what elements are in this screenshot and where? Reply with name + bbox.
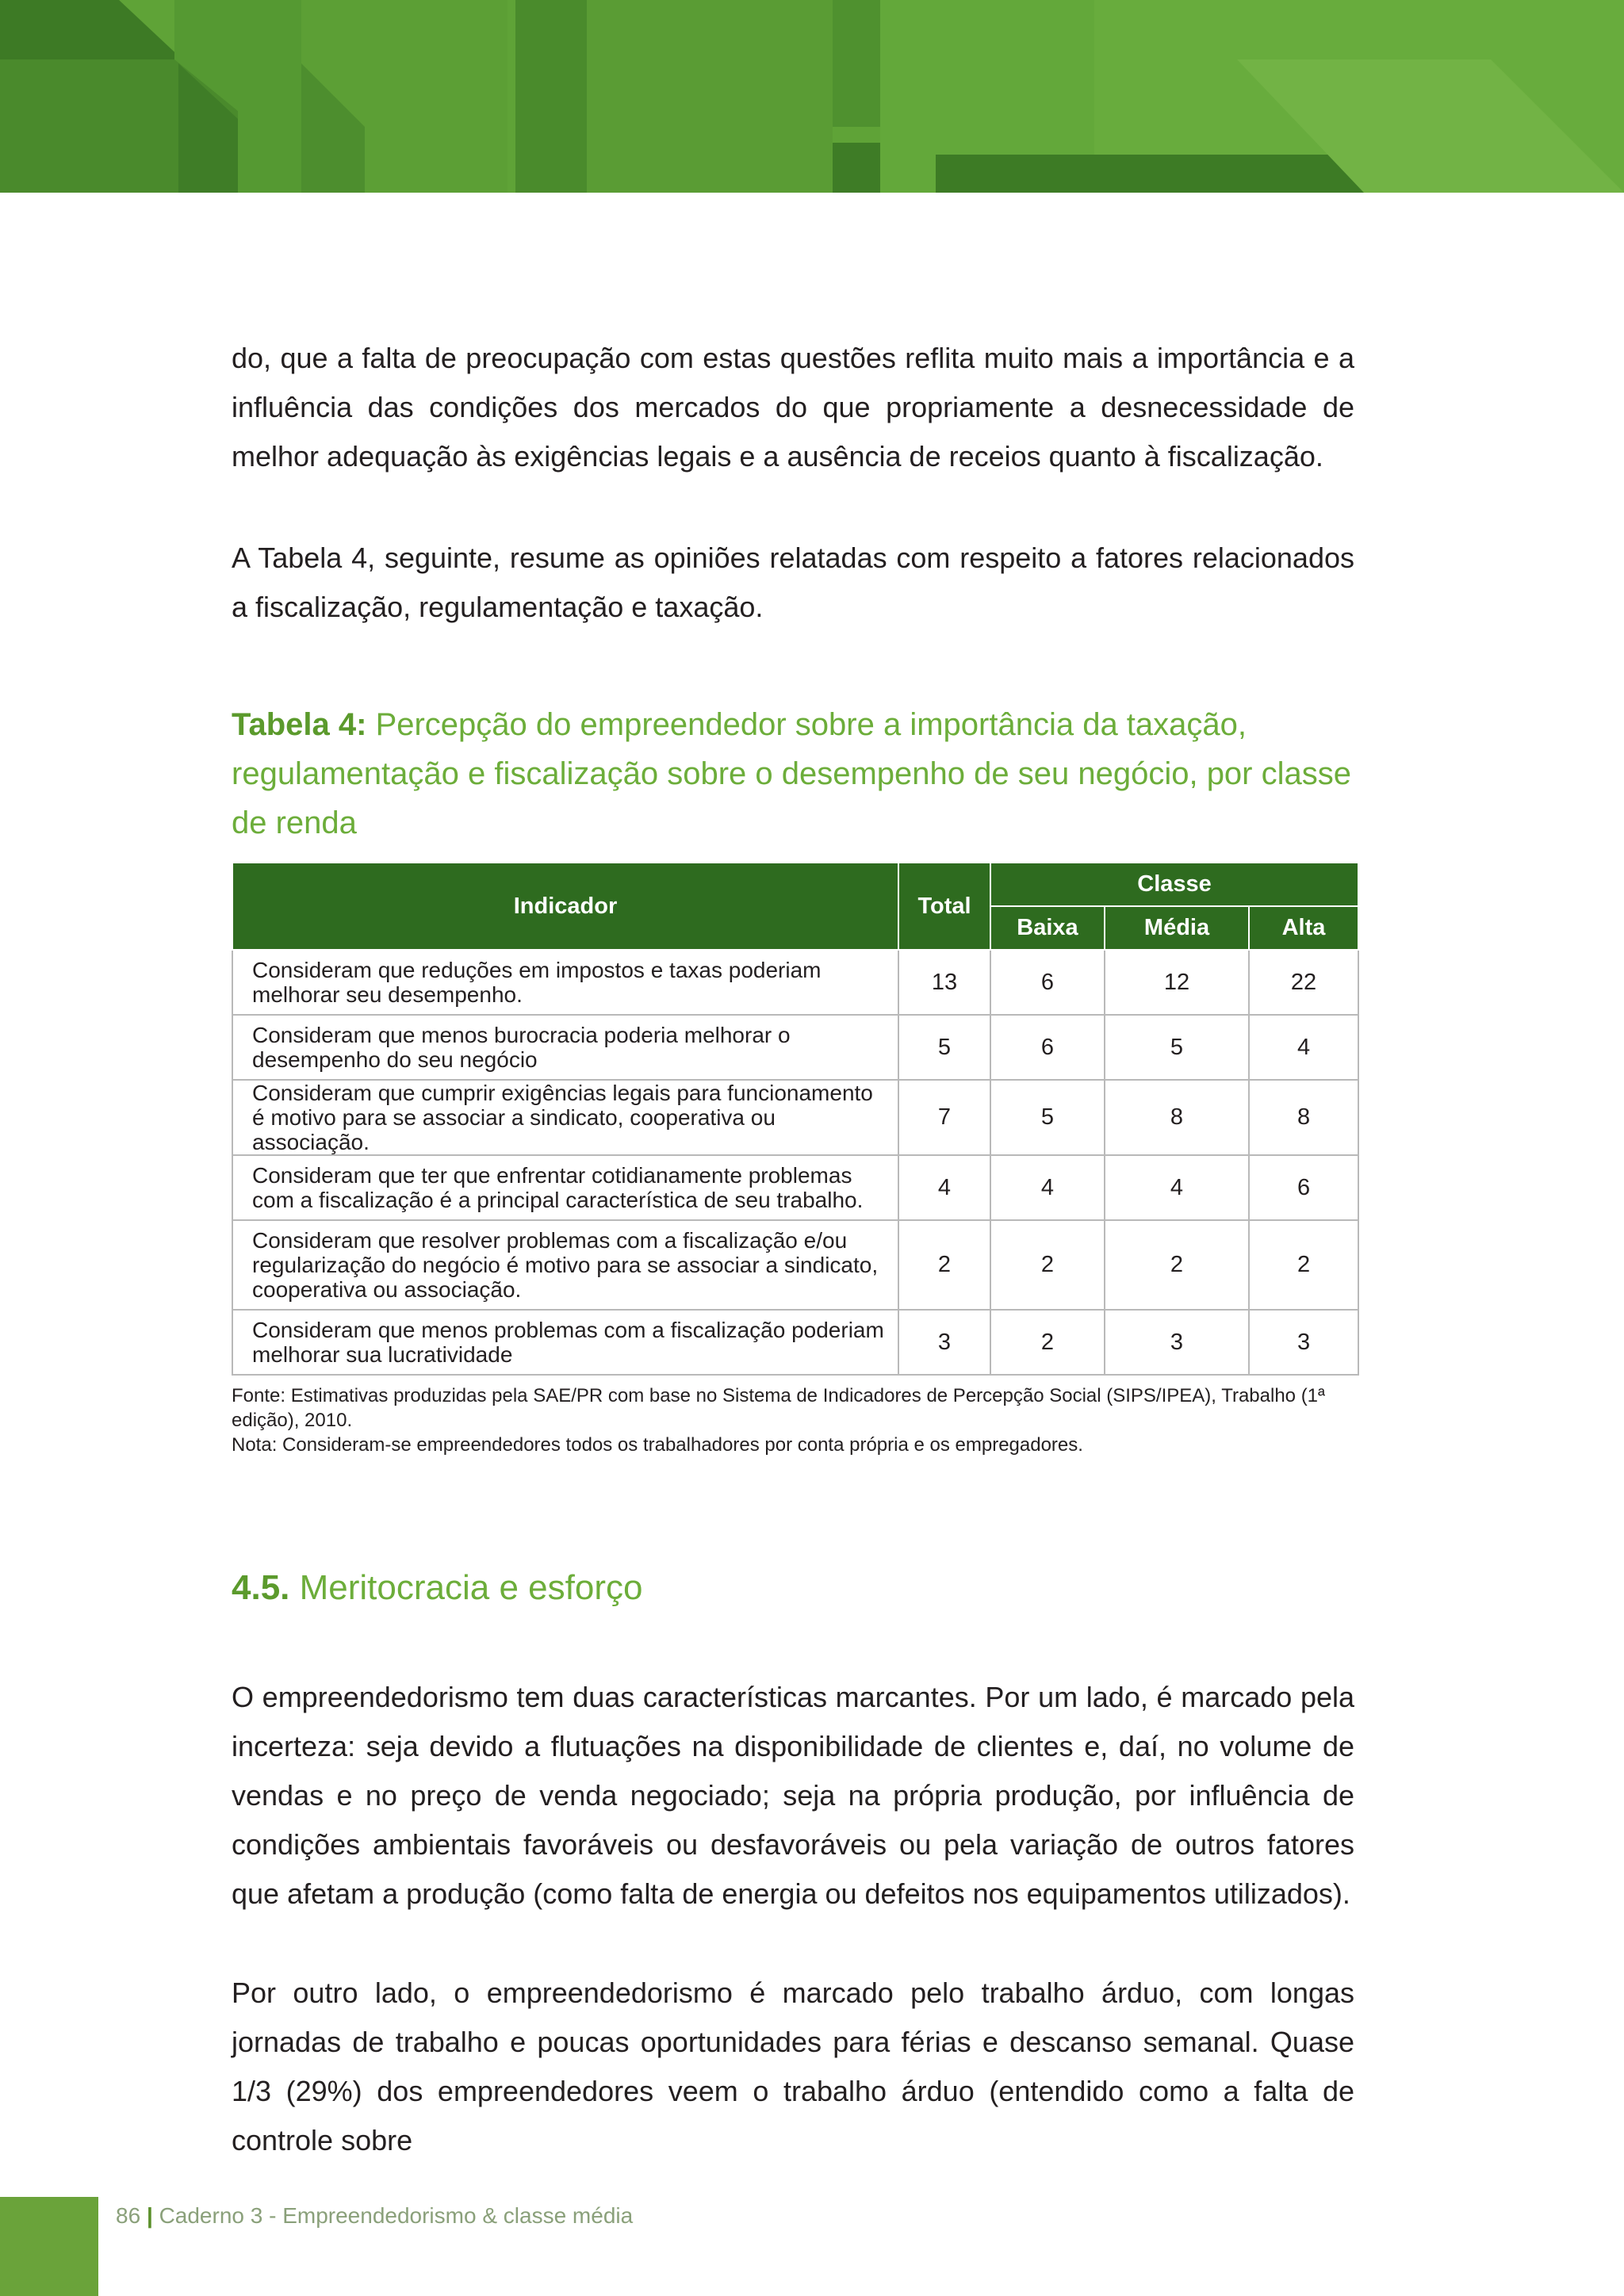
row-total: 5	[898, 1015, 990, 1080]
header-total: Total	[898, 863, 990, 950]
footer-separator: |	[146, 2203, 153, 2228]
page-footer	[116, 2203, 633, 2229]
row-baixa: 6	[990, 950, 1105, 1015]
section-number: 4.5.	[232, 1568, 290, 1607]
table-notes	[232, 1383, 1354, 1457]
row-alta: 3	[1249, 1310, 1358, 1375]
row-total: 13	[898, 950, 990, 1015]
row-total: 7	[898, 1080, 990, 1155]
definition-note: Nota: Consideram-se empreendedores todos os trabalhadores por conta própria e os empregadores.	[232, 1434, 1083, 1456]
row-media: 2	[1105, 1220, 1249, 1310]
table-caption-text: Percepção do empreendedor sobre a importância da taxação, regulamentação e fiscalização sobre o desempenho de seu negócio, por classe de renda	[232, 707, 1351, 840]
header-banner	[0, 0, 1624, 193]
section-title: Meritocracia e esforço	[299, 1568, 643, 1607]
table-row	[232, 950, 1358, 1015]
footer-title: Caderno 3 - Empreendedorismo & classe média	[159, 2203, 634, 2228]
section-heading	[232, 1568, 642, 1608]
table-row	[232, 1310, 1358, 1375]
row-media: 3	[1105, 1310, 1249, 1375]
body-paragraph-2: A Tabela 4, seguinte, resume as opiniões relatadas com respeito a fatores relacionados a fiscalização, regulamentação e taxação.	[232, 541, 1354, 623]
row-baixa: 6	[990, 1015, 1105, 1080]
row-baixa: 4	[990, 1155, 1105, 1220]
row-indicator: Consideram que resolver problemas com a fiscalização e/ou regularização do negócio é motivo para se associar a sindicato, cooperativa ou associação.	[232, 1220, 898, 1310]
table-row	[232, 1220, 1358, 1310]
table-row	[232, 1080, 1358, 1155]
source-note: Fonte: Estimativas produzidas pela SAE/PR com base no Sistema de Indicadores de Percepção Social (SIPS/IPEA), Trabalho (1ª edição), 2010.	[232, 1385, 1325, 1431]
data-table	[232, 862, 1359, 1376]
row-indicator: Consideram que reduções em impostos e taxas poderiam melhorar seu desempenho.	[232, 950, 898, 1015]
row-indicator: Consideram que menos burocracia poderia melhorar o desempenho do seu negócio	[232, 1015, 898, 1080]
row-total: 3	[898, 1310, 990, 1375]
row-alta: 6	[1249, 1155, 1358, 1220]
row-baixa: 2	[990, 1220, 1105, 1310]
table-row	[232, 1155, 1358, 1220]
header-baixa: Baixa	[990, 906, 1105, 950]
row-indicator: Consideram que ter que enfrentar cotidianamente problemas com a fiscalização é a principal característica de seu trabalho.	[232, 1155, 898, 1220]
header-alta: Alta	[1249, 906, 1358, 950]
footer-green-block	[0, 2197, 98, 2296]
row-alta: 22	[1249, 950, 1358, 1015]
row-baixa: 2	[990, 1310, 1105, 1375]
body-paragraph-1: do, que a falta de preocupação com estas questões reflita muito mais a importância e a influência das condições dos mercados do que propriamente a desnecessidade de melhor adequação às exigências legais e a ausência de receios quanto à fiscalização.	[232, 342, 1354, 473]
row-alta: 8	[1249, 1080, 1358, 1155]
table-caption-label: Tabela 4:	[232, 707, 367, 742]
page-number: 86	[116, 2203, 141, 2228]
row-total: 2	[898, 1220, 990, 1310]
row-alta: 4	[1249, 1015, 1358, 1080]
row-indicator: Consideram que cumprir exigências legais para funcionamento é motivo para se associar a sindicato, cooperativa ou associação.	[232, 1080, 898, 1155]
body-paragraph-4: Por outro lado, o empreendedorismo é marcado pelo trabalho árduo, com longas jornadas de trabalho e poucas oportunidades para férias e descanso semanal. Quase 1/3 (29%) dos empreendedores veem o trabalho árduo (entendido como a falta de controle sobre	[232, 1976, 1354, 2156]
header-indicador: Indicador	[232, 863, 898, 950]
row-alta: 2	[1249, 1220, 1358, 1310]
row-total: 4	[898, 1155, 990, 1220]
header-classe: Classe	[990, 863, 1358, 906]
row-media: 5	[1105, 1015, 1249, 1080]
row-media: 8	[1105, 1080, 1249, 1155]
row-indicator: Consideram que menos problemas com a fiscalização poderiam melhorar sua lucratividade	[232, 1310, 898, 1375]
table-row	[232, 1015, 1358, 1080]
body-paragraph-3: O empreendedorismo tem duas características marcantes. Por um lado, é marcado pela incerteza: seja devido a flutuações na disponibilidade de clientes e, daí, no volume de vendas e no preço de venda negociado; seja na própria produção, por influência de condições ambientais favoráveis ou desfavoráveis ou pela variação de outros fatores que afetam a produção (como falta de energia ou defeitos nos equipamentos utilizados).	[232, 1681, 1354, 1910]
table-caption	[232, 700, 1354, 848]
row-media: 12	[1105, 950, 1249, 1015]
header-media: Média	[1105, 906, 1249, 950]
row-media: 4	[1105, 1155, 1249, 1220]
row-baixa: 5	[990, 1080, 1105, 1155]
